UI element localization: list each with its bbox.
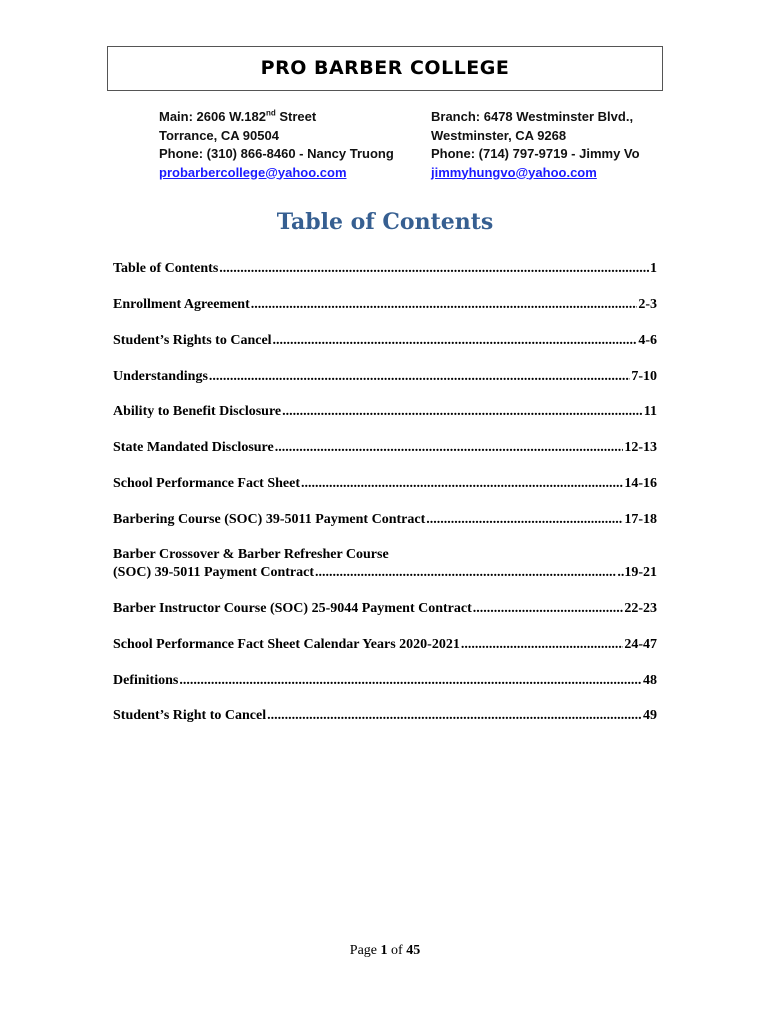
- toc-leader: [251, 296, 638, 314]
- toc-entry[interactable]: [113, 368, 657, 386]
- toc-entry-page: 12-13: [624, 440, 657, 455]
- toc-entry-page: 11: [643, 404, 657, 419]
- toc-leader: [267, 707, 642, 725]
- branch-campus-address: [431, 108, 640, 182]
- toc-leader: [461, 636, 624, 654]
- toc-entry-label: Student’s Rights to Cancel: [113, 333, 272, 348]
- toc-entry-label: State Mandated Disclosure: [113, 440, 274, 455]
- toc-entry-page: 7-10: [631, 369, 657, 384]
- toc-leader: [273, 332, 638, 350]
- toc-leader: [426, 511, 623, 529]
- toc-entry[interactable]: [113, 296, 657, 314]
- toc-entry-page: 2-3: [638, 297, 657, 312]
- toc-leader: [473, 600, 624, 618]
- toc-entry[interactable]: [113, 511, 657, 529]
- branch-phone: Phone: (714) 797-9719 - Jimmy Vo: [431, 146, 640, 161]
- header-box: [107, 46, 663, 91]
- toc-entry[interactable]: [113, 475, 657, 493]
- toc-entry-label: Barber Instructor Course (SOC) 25-9044 Payment Contract: [113, 601, 472, 616]
- toc-entry[interactable]: [113, 600, 657, 618]
- toc-entry[interactable]: [113, 636, 657, 654]
- main-address-line1: [159, 108, 394, 127]
- toc-entry-page: 14-16: [624, 476, 657, 491]
- toc-entry-label: (SOC) 39-5011 Payment Contract: [113, 565, 315, 580]
- main-phone: Phone: (310) 866-8460 - Nancy Truong: [159, 146, 394, 161]
- college-name: PRO BARBER COLLEGE: [260, 57, 510, 79]
- toc-entry-label: Student’s Right to Cancel: [113, 708, 267, 723]
- toc-entry-page: 49: [643, 708, 657, 723]
- main-email-link[interactable]: probarbercollege@yahoo.com: [159, 164, 347, 180]
- branch-email-link[interactable]: jimmyhungvo@yahoo.com: [431, 164, 597, 180]
- toc-entry-label: School Performance Fact Sheet: [113, 476, 300, 491]
- branch-address-line1: Branch: 6478 Westminster Blvd.,: [431, 109, 634, 124]
- toc-title: Table of Contents: [276, 209, 494, 235]
- toc-entry[interactable]: [113, 260, 657, 278]
- toc-entry-page: 22-23: [624, 601, 657, 616]
- main-address-line2: Torrance, CA 90504: [159, 127, 279, 143]
- toc-entry-page: 4-6: [638, 333, 657, 348]
- toc-entry-page: 17-18: [624, 512, 657, 527]
- toc-entry-page: 1: [650, 261, 657, 276]
- toc-entry-label: Barbering Course (SOC) 39-5011 Payment Contract: [113, 512, 426, 527]
- toc-entry-page: 24-47: [624, 637, 657, 652]
- page-footer: [0, 943, 770, 959]
- toc-entry-page: ..19-21: [617, 565, 657, 580]
- toc-entry-label: Enrollment Agreement: [113, 297, 250, 312]
- toc-leader: [315, 564, 616, 582]
- page-total: 45: [406, 943, 421, 958]
- toc-entry-page: 48: [643, 673, 657, 688]
- toc-leader: [301, 475, 623, 493]
- main-street-prefix: Main: 2606 W.182: [159, 109, 266, 124]
- toc-entry-label: Understandings: [113, 369, 208, 384]
- toc-entry[interactable]: [113, 672, 657, 690]
- toc-leader: [209, 368, 630, 386]
- toc-entry-label-line1: Barber Crossover & Barber Refresher Course: [113, 547, 389, 562]
- toc-entry-label: School Performance Fact Sheet Calendar Years 2020-2021: [113, 637, 460, 652]
- main-street-suffix: Street: [275, 109, 317, 124]
- toc-entry[interactable]: [113, 403, 657, 421]
- page-number: 1: [380, 943, 388, 958]
- toc-entry-label: Definitions: [113, 673, 179, 688]
- main-campus-address: [159, 108, 394, 182]
- toc-entry-label: Ability to Benefit Disclosure: [113, 404, 282, 419]
- toc-leader: [282, 403, 643, 421]
- toc-leader: [219, 260, 649, 278]
- of-word: of: [387, 943, 407, 958]
- toc-entry[interactable]: [113, 707, 657, 725]
- toc-leader: [275, 439, 624, 457]
- page-word: Page: [349, 943, 381, 958]
- toc-entry[interactable]: [113, 332, 657, 350]
- toc-leader: [179, 672, 642, 690]
- toc-entry-label: Table of Contents: [113, 261, 219, 276]
- toc-entry[interactable]: [113, 439, 657, 457]
- toc-entry[interactable]: [113, 546, 657, 582]
- main-street-sup: nd: [265, 108, 276, 118]
- branch-address-line2: Westminster, CA 9268: [431, 127, 567, 143]
